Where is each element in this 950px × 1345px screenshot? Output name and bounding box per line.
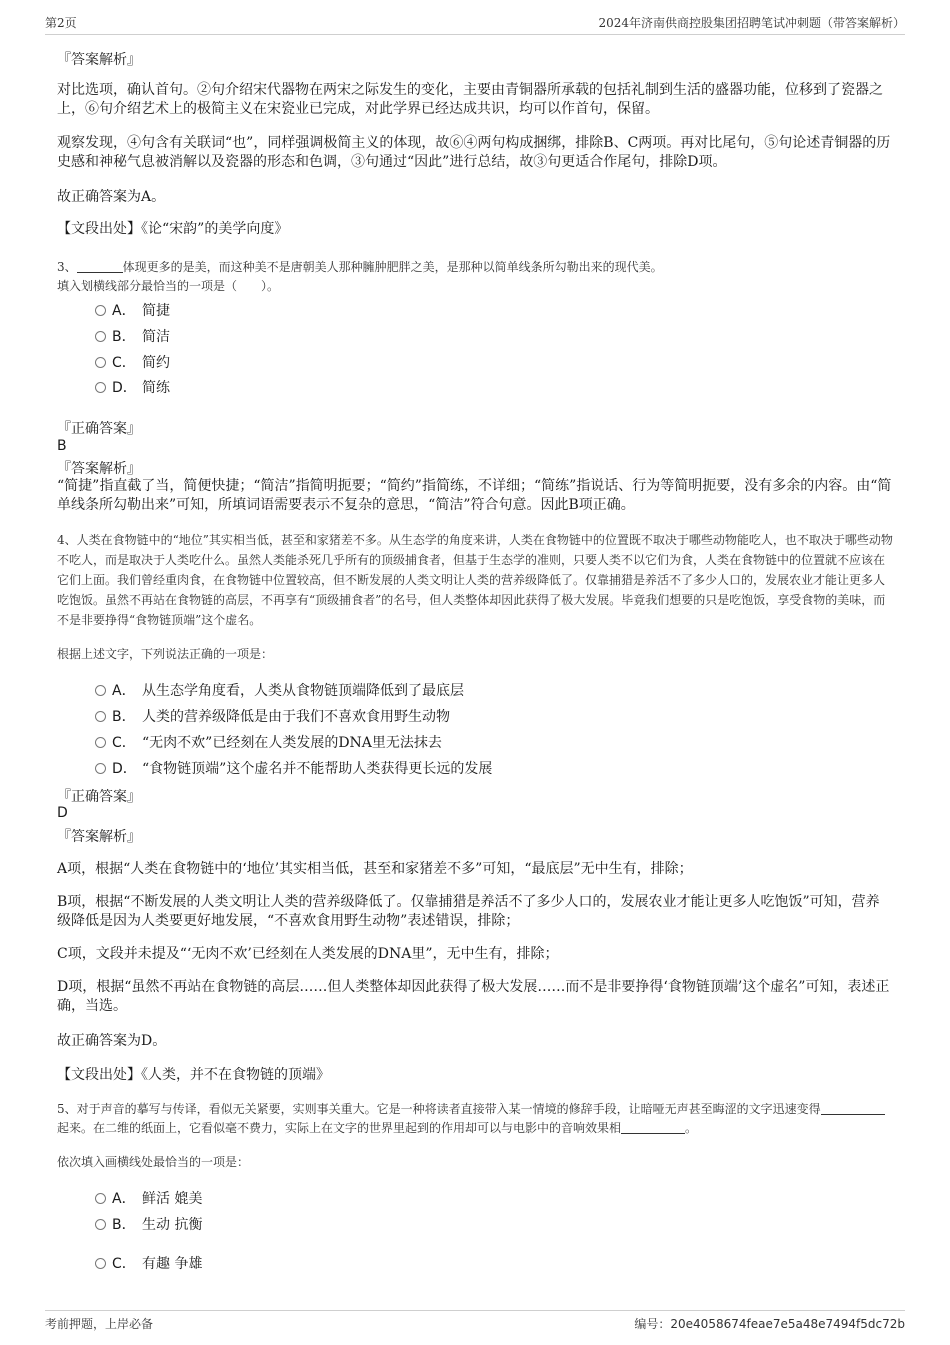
q4-correct-label: 『正确答案』 [57, 789, 141, 805]
q4-analysis-b: B项，根据“不断发展的人类文明让人类的营养级降低了。仅靠捕猎是养活不了多少人口的，发展农业才能让更多人吃饱饭”可知，营养级降低是因为人类要更好地发展，“不喜欢食用野生动物”表述错误，排除； [57, 894, 880, 929]
q3-correct-label: 『正确答案』 [57, 421, 141, 437]
radio-icon[interactable] [95, 737, 106, 748]
q5-option-a[interactable]: A． 鲜活 媲美 [95, 1188, 202, 1208]
q3-option-c[interactable]: C． 简约 [95, 352, 170, 372]
q5-blank-2 [621, 1121, 685, 1134]
q3-stem-text: 体现更多的是美，而这种美不是唐朝美人那种臃肿肥胖之美，是那种以简单线条所勾勒出来的现代美。 [122, 260, 663, 274]
q4-correct-answer: D [57, 805, 68, 821]
radio-icon[interactable] [95, 331, 106, 342]
q5-stem: 5、对于声音的摹写与传译，看似无关紧要，实则事关重大。它是一种将读者直接带入某一情境的修辞手段，让暗哑无声甚至晦涩的文字迅速变得起来。在二维的纸面上，它看似毫不费力，实际上在文字的世界里起到的作用却可以与电影中的音响效果相 。 [57, 1100, 893, 1138]
q3-option-a[interactable]: A． 简捷 [95, 300, 170, 320]
q3-instruction: 填入划横线部分最恰当的一项是（ ）。 [57, 279, 280, 293]
q3-analysis-label: 『答案解析』 [57, 461, 141, 477]
q2-source: 【文段出处】《论“宋韵”的美学向度》 [57, 221, 289, 237]
radio-icon[interactable] [95, 357, 106, 368]
document-code: 编号：20e4058674feae7e5a48e7494f5dc72b [634, 1317, 905, 1331]
q4-option-c[interactable]: C． “无肉不欢”已经刻在人类发展的DNA里无法抹去 [95, 732, 442, 752]
page-number: 第2页 [45, 16, 77, 30]
q2-analysis-p1: 对比选项，确认首句。②句介绍宋代器物在两宋之际发生的变化，主要由青铜器所承载的包括礼制到生活的盛器功能，位移到了瓷器之上，⑥句介绍艺术上的极简主义在宋瓷业已完成，对此学界已经达成共识，均可以作首句，保留。 [57, 82, 883, 117]
radio-icon[interactable] [95, 1258, 106, 1269]
q5-option-c[interactable]: C． 有趣 争雄 [95, 1253, 202, 1273]
radio-icon[interactable] [95, 711, 106, 722]
q4-option-d[interactable]: D． “食物链顶端”这个虚名并不能帮助人类获得更长远的发展 [95, 758, 492, 778]
q3-number: 3、 [57, 260, 77, 274]
q4-passage-text: 人类在食物链中的“地位”其实相当低，甚至和家猪差不多。从生态学的角度来讲，人类在食物链中的位置既不取决于哪些动物能吃人，也不取决于哪些动物不吃人，而是取决于人类吃什么。虽然人类能杀死几乎所有的顶级捕食者，但基于生态学的准则，只要人类不以它们为食，人类在食物链中的位置就不应该在它们上面。我们曾经重肉食，在食物链中位置较高，但不断发展的人类文明让人类的营养级降低了。仅靠捕猎是养活不了多少人口的，发展农业才能让更多人吃饱饭。虽然不再站在食物链的高层，不再享有“顶级捕食者”的名号，但人类整体却因此获得了极大发展。毕竟我们想要的只是吃饱饭，享受食物的美味，而不是非要挣得“食物链顶端”这个虚名。 [57, 533, 893, 627]
q2-analysis-label: 『答案解析』 [57, 52, 141, 68]
footer-slogan: 考前押题，上岸必备 [45, 1317, 154, 1331]
radio-icon[interactable] [95, 685, 106, 696]
q5-number: 5、 [57, 1102, 77, 1116]
q3-option-d[interactable]: D． 简练 [95, 377, 170, 397]
q2-analysis-p2: 观察发现，④句含有关联词“也”，同样强调极简主义的体现，故⑥④两句构成捆绑，排除B、C两项。再对比尾句，⑤句论述青铜器的历史感和神秘气息被消解以及瓷器的形态和色调，③句通过“因此”进行总结，故③句更适合作尾句，排除D项。 [57, 135, 891, 170]
q4-option-b[interactable]: B． 人类的营养级降低是由于我们不喜欢食用野生动物 [95, 706, 450, 726]
document-title: 2024年济南供商控股集团招聘笔试冲刺题（带答案解析） [598, 16, 905, 30]
page-footer [45, 1310, 905, 1339]
q4-conclusion: 故正确答案为D。 [57, 1033, 167, 1049]
q3-analysis: “简捷”指直截了当，简便快捷；“简洁”指简明扼要；“简约”指简练，不详细；“简练”指说话、行为等简明扼要，没有多余的内容。由“简单线条所勾勒出来”可知，所填词语需要表示不复杂的意思，“简洁”符合句意。因此B项正确。 [57, 478, 892, 513]
radio-icon[interactable] [95, 763, 106, 774]
q4-option-a[interactable]: A． 从生态学角度看，人类从食物链顶端降低到了最底层 [95, 680, 464, 700]
q4-number: 4、 [57, 533, 77, 547]
radio-icon[interactable] [95, 1219, 106, 1230]
q2-conclusion: 故正确答案为A。 [57, 189, 166, 205]
radio-icon[interactable] [95, 382, 106, 393]
q5-blank-1 [821, 1102, 885, 1115]
q4-source: 【文段出处】《人类，并不在食物链的顶端》 [57, 1067, 330, 1083]
radio-icon[interactable] [95, 1193, 106, 1204]
q4-instruction: 根据上述文字，下列说法正确的一项是： [57, 647, 274, 661]
radio-icon[interactable] [95, 305, 106, 316]
q3-stem [57, 258, 893, 277]
q4-analysis-c: C项，文段并未提及“‘无肉不欢’已经刻在人类发展的DNA里”，无中生有，排除； [57, 946, 559, 962]
page-header [45, 14, 905, 35]
q3-correct-answer: B [57, 438, 67, 454]
q4-analysis-label: 『答案解析』 [57, 829, 141, 845]
q4-passage [57, 530, 893, 630]
q4-analysis-d: D项，根据“虽然不再站在食物链的高层……但人类整体却因此获得了极大发展……而不是非要挣得‘食物链顶端’这个虚名”可知，表述正确，当选。 [57, 979, 890, 1014]
q3-blank [77, 260, 123, 273]
q4-analysis-a: A项，根据“人类在食物链中的‘地位’其实相当低，甚至和家猪差不多”可知，“最底层”无中生有，排除； [57, 861, 693, 877]
q5-option-b[interactable]: B． 生动 抗衡 [95, 1214, 202, 1234]
q3-option-b[interactable]: B． 简洁 [95, 326, 170, 346]
q5-instruction: 依次填入画横线处最恰当的一项是： [57, 1155, 250, 1169]
